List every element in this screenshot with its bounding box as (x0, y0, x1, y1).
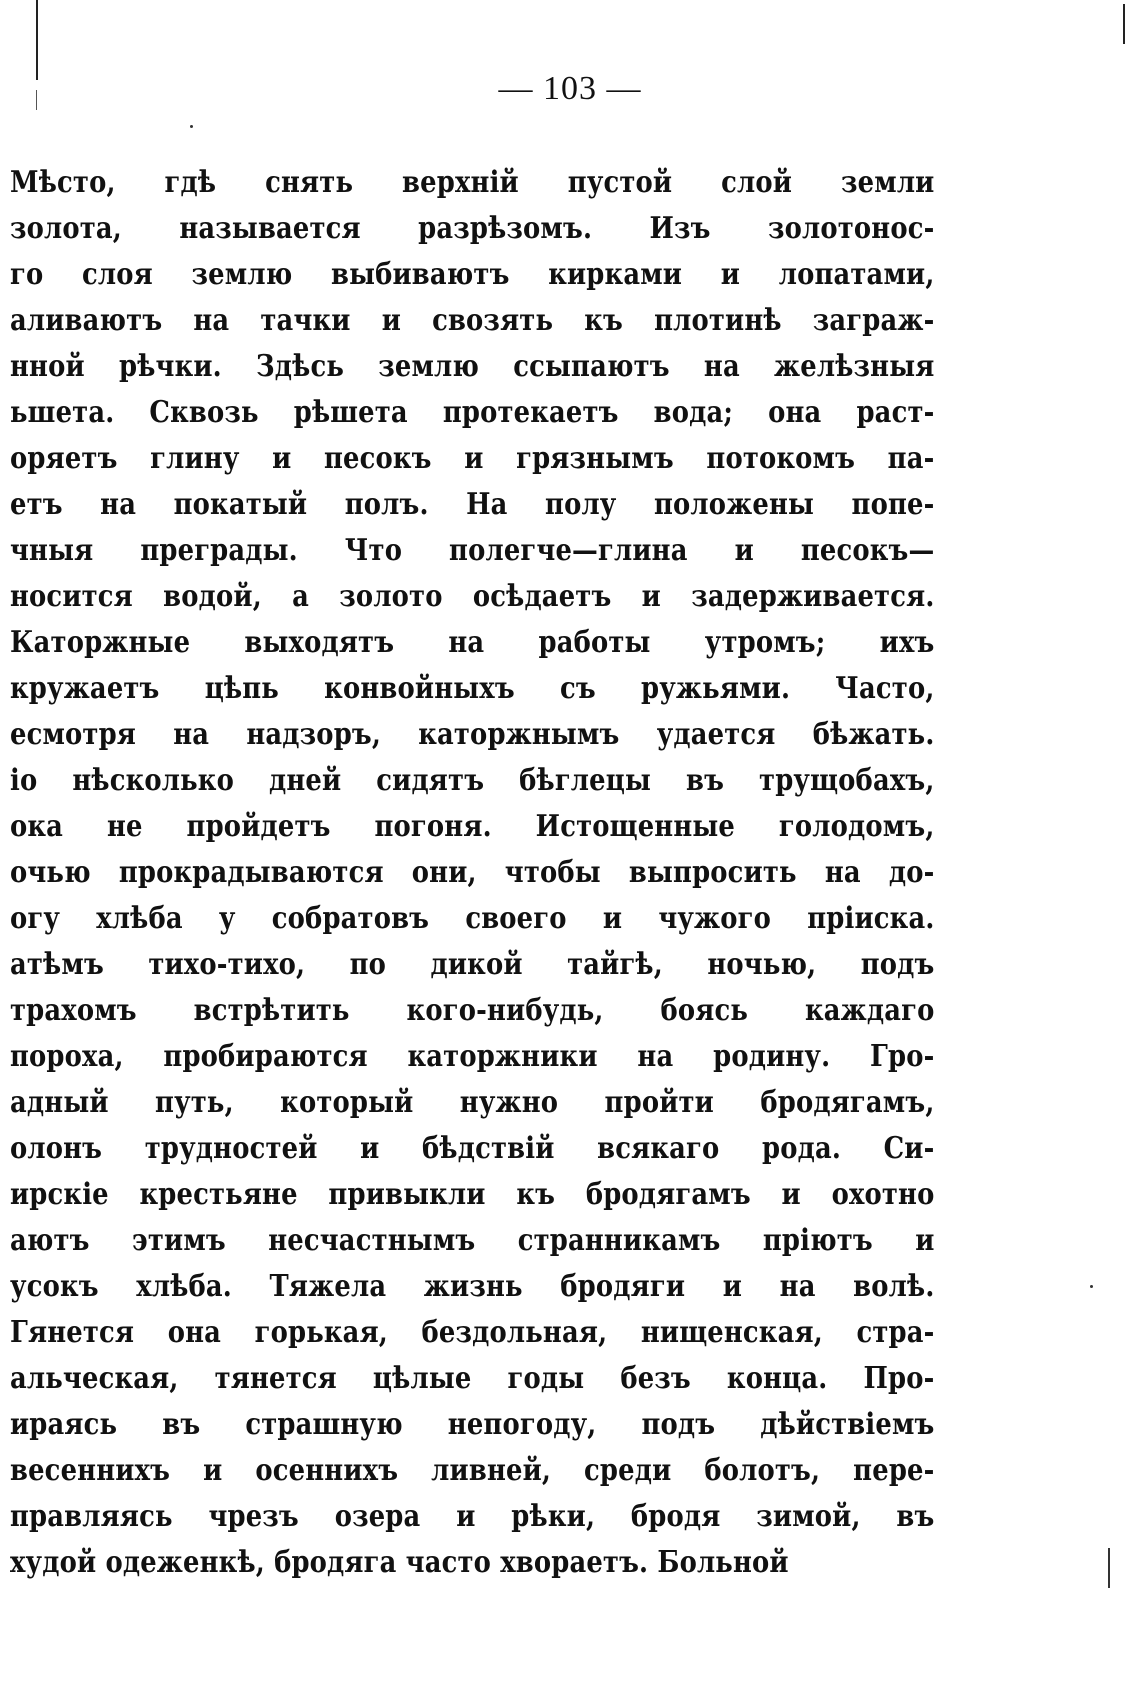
text-line: нной рѣчки. Здѣсь землю ссыпаютъ на желѣзныя (10, 349, 935, 384)
text-line: Гянется она горькая, бездольная, нищенская, стра- (10, 1315, 935, 1350)
text-line: очью прокрадываются они, чтобы выпросить на до- (10, 855, 935, 890)
scan-speck (1090, 1285, 1093, 1288)
text-line: трахомъ встрѣтить кого-нибудь, боясь каждаго (10, 993, 935, 1028)
scan-edge-mark (36, 0, 38, 80)
text-line: кружаетъ цѣпь конвойныхъ съ ружьями. Часто, (10, 671, 935, 706)
text-line: ока не пройдетъ погоня. Истощенные голодомъ, (10, 809, 935, 844)
text-line: ьшета. Сквозь рѣшета протекаетъ вода; она раст- (10, 395, 935, 430)
text-line: го слоя землю выбиваютъ кирками и лопатами, (10, 257, 935, 292)
text-line: чныя преграды. Что полегче—глина и песокъ— (10, 533, 935, 568)
scan-speck (190, 125, 193, 128)
scan-edge-mark (1123, 4, 1125, 44)
text-line: альческая, тянется цѣлые годы безъ конца. Про- (10, 1361, 935, 1396)
text-line: худой одеженкѣ, бродяга часто хвораетъ. Больной (10, 1545, 789, 1580)
text-line: есмотря на надзоръ, каторжнымъ удается бѣжать. (10, 717, 935, 752)
text-line: ираясь въ страшную непогоду, подъ дѣйствіемъ (10, 1407, 935, 1442)
text-line: адный путь, который нужно пройти бродягамъ, (10, 1085, 935, 1120)
text-line: пороха, пробираются каторжники на родину. Гро- (10, 1039, 935, 1074)
scan-edge-mark (1108, 1548, 1110, 1588)
text-line: аливаютъ на тачки и свозять къ плотинѣ заграж- (10, 303, 935, 338)
text-line: весеннихъ и осеннихъ ливней, среди болотъ, пере- (10, 1453, 935, 1488)
text-line: етъ на покатый полъ. На полу положены попе- (10, 487, 935, 522)
text-line: аютъ этимъ несчастнымъ странникамъ пріютъ и (10, 1223, 935, 1258)
text-line: ирскіе крестьяне привыкли къ бродягамъ и охотно (10, 1177, 935, 1212)
body-text (10, 160, 935, 1586)
text-line: олонъ трудностей и бѣдствій всякаго рода. Си- (10, 1131, 935, 1166)
text-line: усокъ хлѣба. Тяжела жизнь бродяги и на волѣ. (10, 1269, 935, 1304)
text-line: оряетъ глину и песокъ и грязнымъ потокомъ па- (10, 441, 935, 476)
text-line: атѣмъ тихо-тихо, по дикой тайгѣ, ночью, подъ (10, 947, 935, 982)
text-line: огу хлѣба у собратовъ своего и чужого пріиска. (10, 901, 935, 936)
text-line: Каторжные выходятъ на работы утромъ; ихъ (10, 625, 935, 660)
text-line: правляясь чрезъ озера и рѣки, бродя зимой, въ (10, 1499, 935, 1534)
text-line: Мѣсто, гдѣ снять верхній пустой слой земли (10, 165, 935, 200)
text-line: іо нѣсколько дней сидятъ бѣглецы въ трущобахъ, (10, 763, 935, 798)
page-number: — 103 — (498, 70, 642, 107)
text-line: носится водой, а золото осѣдаетъ и задерживается. (10, 579, 935, 614)
text-line: золота, называется разрѣзомъ. Изъ золотонос- (10, 211, 935, 246)
